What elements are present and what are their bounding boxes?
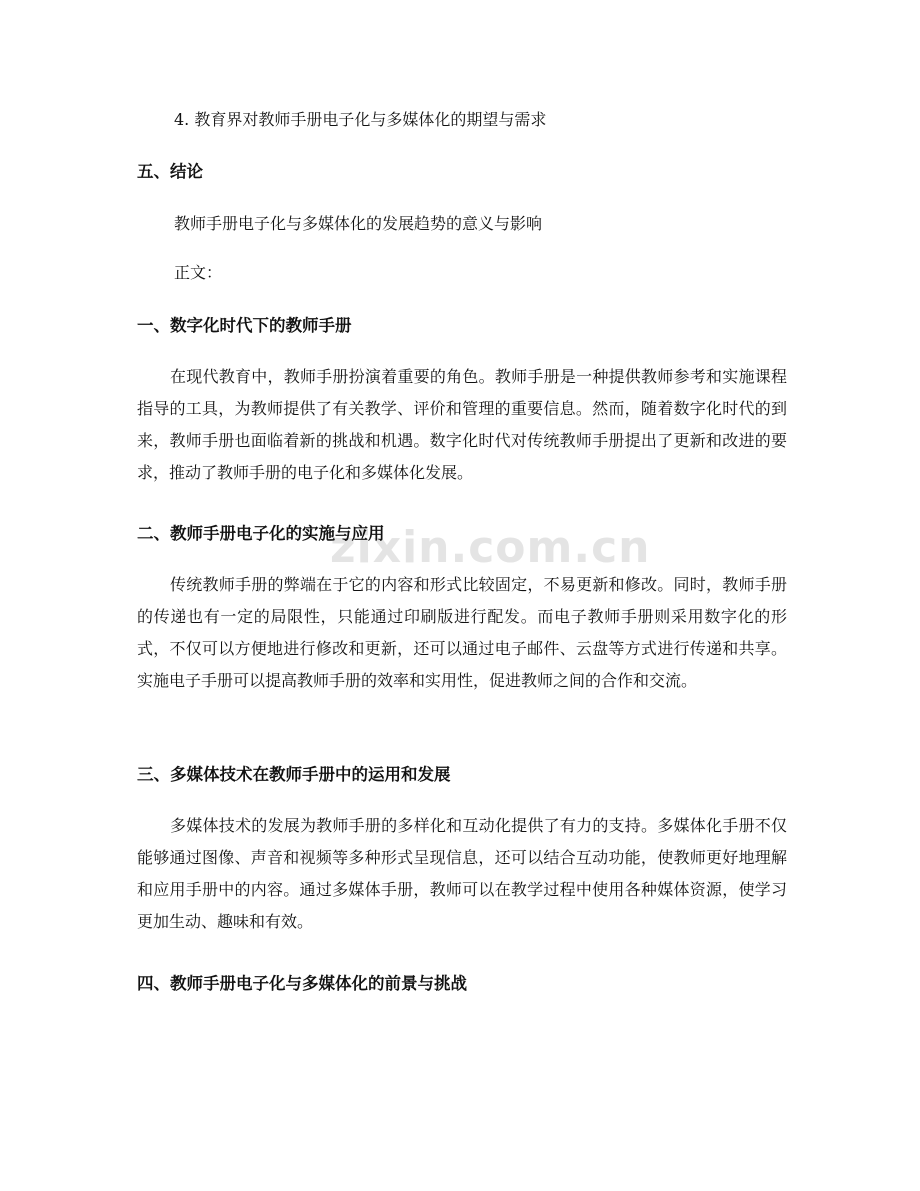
section-1-heading: 一、数字化时代下的教师手册	[137, 316, 352, 335]
section-2-heading: 二、教师手册电子化的实施与应用	[137, 524, 385, 543]
section-4-heading: 四、教师手册电子化与多媒体化的前景与挑战	[137, 974, 467, 993]
section-3-heading: 三、多媒体技术在教师手册中的运用和发展	[137, 765, 451, 784]
section-2-paragraph: 传统教师手册的弊端在于它的内容和形式比较固定，不易更新和修改。同时，教师手册的传递也有一定的局限性，只能通过印刷版进行配发。而电子教师手册则采用数字化的形式，不仅可以方便地进行修改和更新，还可以通过电子邮件、云盘等方式进行传递和共享。实施电子手册可以提高教师手册的效率和实用性，促进教师之间的合作和交流。	[137, 575, 787, 690]
body-label: 正文：	[174, 263, 223, 282]
outline-section-5-heading: 五、结论	[137, 162, 203, 181]
section-1-paragraph: 在现代教育中，教师手册扮演着重要的角色。教师手册是一种提供教师参考和实施课程指导的工具，为教师提供了有关教学、评价和管理的重要信息。然而，随着数字化时代的到来，教师手册也面临着新的挑战和机遇。数字化时代对传统教师手册提出了更新和改进的要求，推动了教师手册的电子化和多媒体化发展。	[137, 367, 787, 482]
outline-item-4: 4. 教育界对教师手册电子化与多媒体化的期望与需求	[174, 110, 547, 129]
watermark: zixin.com.cn	[330, 522, 651, 573]
section-3-paragraph: 多媒体技术的发展为教师手册的多样化和互动化提供了有力的支持。多媒体化手册不仅能够通过图像、声音和视频等多种形式呈现信息，还可以结合互动功能，使教师更好地理解和应用手册中的内容。通过多媒体手册，教师可以在教学过程中使用各种媒体资源，使学习更加生动、趣味和有效。	[137, 816, 787, 931]
outline-section-5-item: 教师手册电子化与多媒体化的发展趋势的意义与影响	[174, 214, 543, 233]
